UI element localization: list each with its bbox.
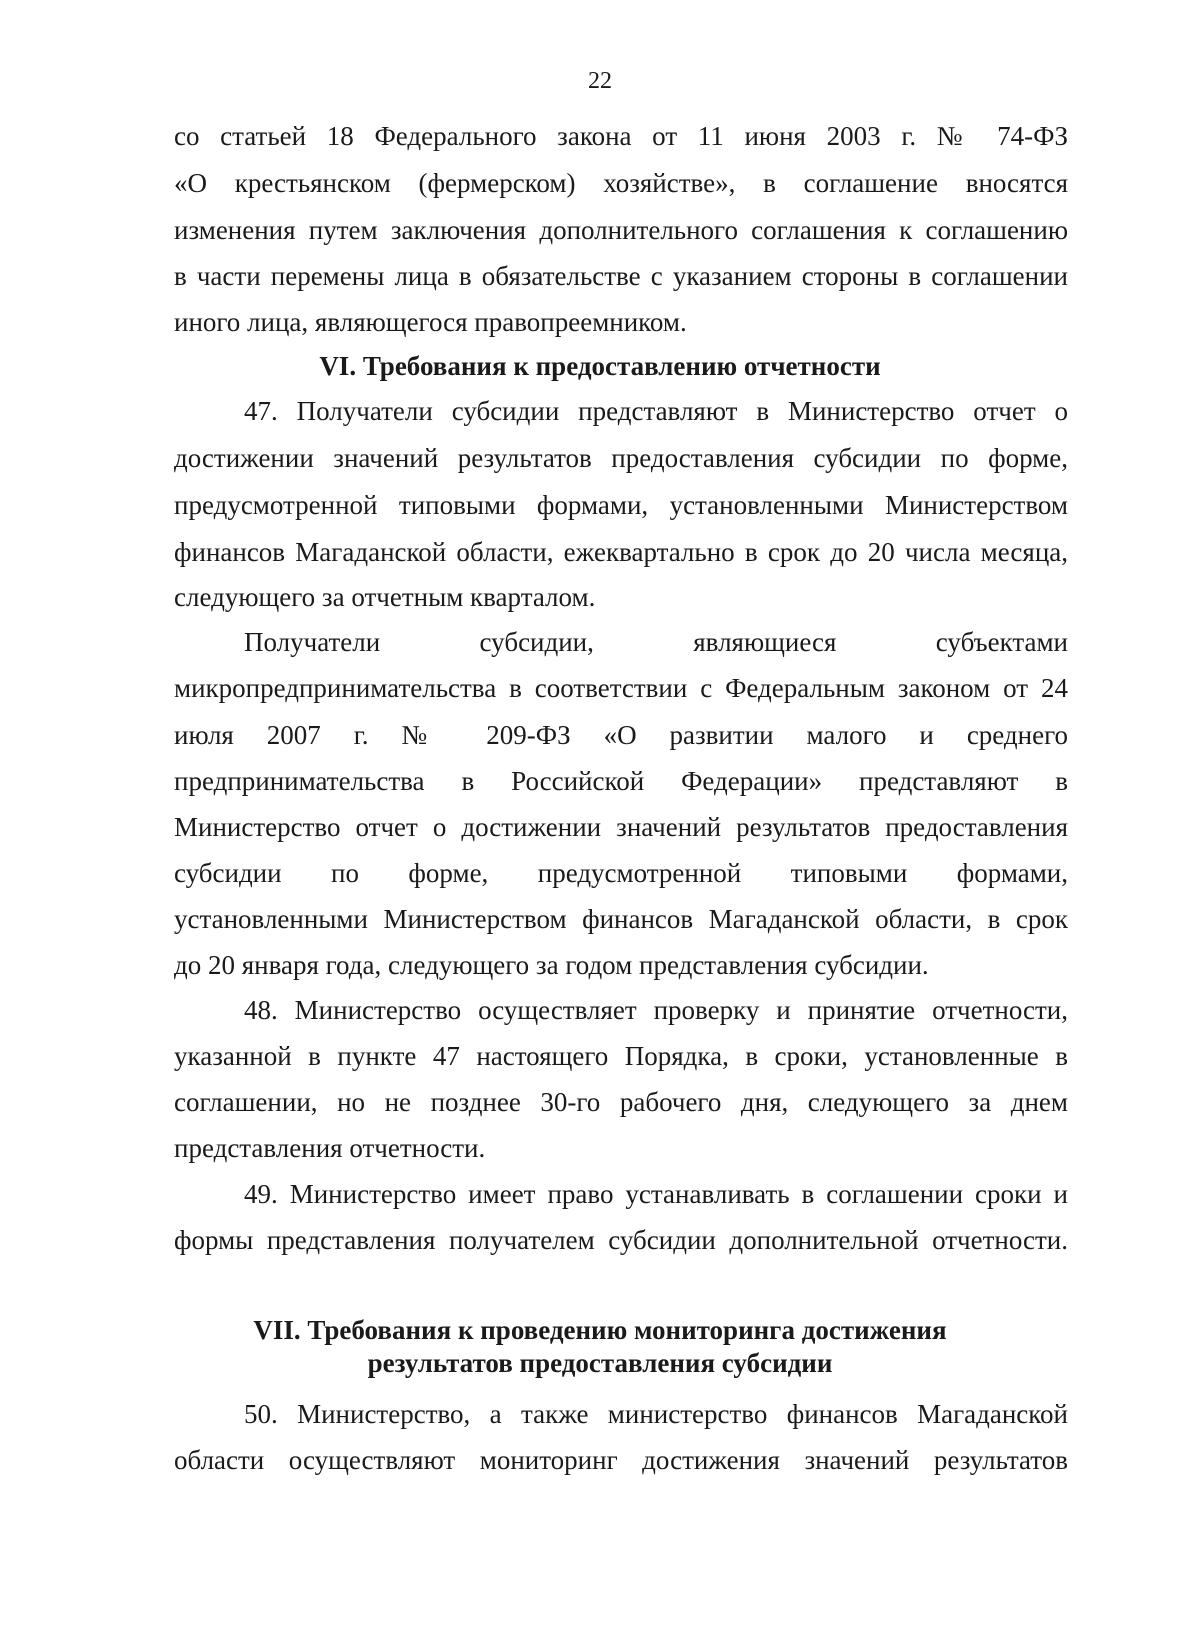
text-line: предпринимательства в Российской Федерации» представляют в xyxy=(174,766,1068,796)
text-line: Министерство отчет о достижении значений результатов предоставления xyxy=(174,812,1068,842)
text-line: установленными Министерством финансов Магаданской области, в срок xyxy=(174,904,1068,934)
text-line: финансов Магаданской области, ежеквартально в срок до 20 числа месяца, xyxy=(174,537,1068,567)
text-line: следующего за отчетным кварталом. xyxy=(174,582,596,612)
text-line: достижении значений результатов предоставления субсидии по форме, xyxy=(174,443,1068,473)
paragraph-first-line: 48. Министерство осуществляет проверку и принятие отчетности, xyxy=(244,995,1068,1025)
section-heading: VII. Требования к проведению мониторинга достижения xyxy=(253,1315,947,1345)
paragraph-first-line: 50. Министерство, а также министерство финансов Магаданской xyxy=(244,1399,1068,1429)
text-line: формы представления получателем субсидии дополнительной отчетности. xyxy=(174,1225,1068,1255)
page-number: 22 xyxy=(588,68,612,94)
text-line: изменения путем заключения дополнительного соглашения к соглашению xyxy=(174,215,1068,245)
text-line: июля 2007 г. № 209-ФЗ «О развитии малого и среднего xyxy=(174,720,1068,750)
text-line: предусмотренной типовыми формами, установленными Министерством xyxy=(174,490,1068,520)
text-line: субсидии по форме, предусмотренной типовыми формами, xyxy=(174,858,1068,888)
paragraph-first-line: 47. Получатели субсидии представляют в Министерство отчет о xyxy=(244,396,1068,426)
text-line: до 20 января года, следующего за годом представления субсидии. xyxy=(174,950,929,980)
text-line: иного лица, являющегося правопреемником. xyxy=(174,307,687,337)
text-line: соглашении, но не позднее 30-го рабочего дня, следующего за днем xyxy=(174,1087,1068,1117)
text-line: указанной в пункте 47 настоящего Порядка, в сроки, установленные в xyxy=(174,1041,1068,1071)
paragraph-first-line: Получатели субсидии, являющиеся субъектами xyxy=(244,627,1068,657)
section-heading: результатов предоставления субсидии xyxy=(367,1348,833,1378)
text-line: представления отчетности. xyxy=(174,1133,486,1163)
text-line: «О крестьянском (фермерском) хозяйстве», в соглашение вносятся xyxy=(174,168,1068,198)
text-line: микропредпринимательства в соответствии с Федеральным законом от 24 xyxy=(174,673,1068,703)
text-line: области осуществляют мониторинг достижения значений результатов xyxy=(174,1445,1068,1475)
paragraph-first-line: 49. Министерство имеет право устанавливать в соглашении сроки и xyxy=(244,1179,1068,1209)
section-heading: VI. Требования к предоставлению отчетности xyxy=(319,351,881,381)
text-line: со статьей 18 Федерального закона от 11 июня 2003 г. № 74-ФЗ xyxy=(174,121,1068,151)
text-line: в части перемены лица в обязательстве с указанием стороны в соглашении xyxy=(174,261,1068,291)
